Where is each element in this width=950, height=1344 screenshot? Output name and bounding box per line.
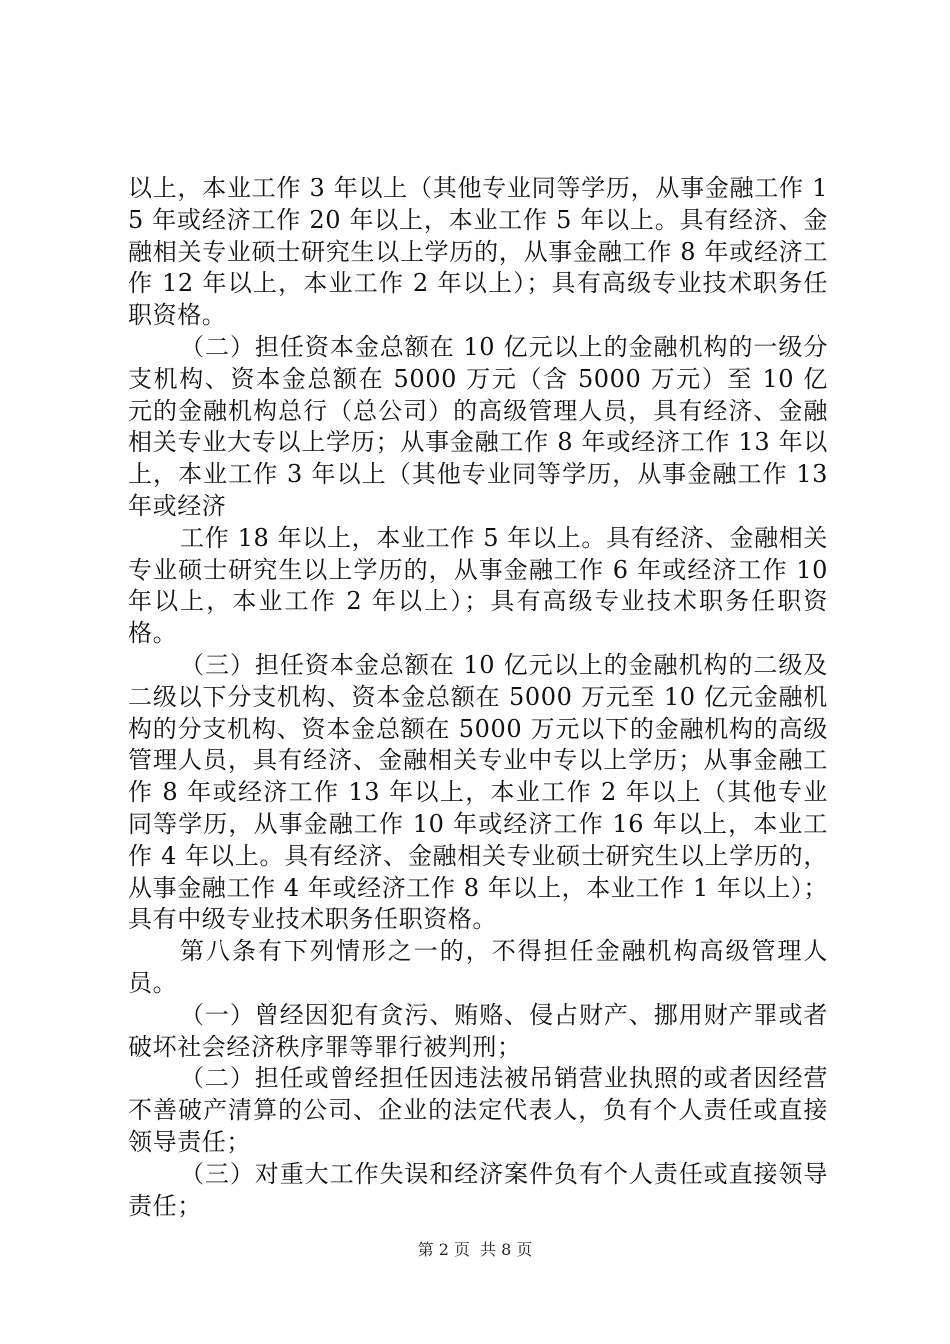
paragraph-article-8-item-3: （三）对重大工作失误和经济案件负有个人责任或直接领导责任； [128, 1159, 828, 1220]
paragraph-continuation: 以上，本业工作 3 年以上（其他专业同等学历，从事金融工作 15 年或经济工作 20 年以上，本业工作 5 年以上。具有经济、金融相关专业硕士研究生以上学历的，从事金融工作 8 年或经济工作 12 年以上，本业工作 2 年以上）；具有高级专业技术职务任职资格。 [128, 174, 828, 330]
page-footer [0, 1240, 950, 1260]
paragraph-article-8-item-1: （一）曾经因犯有贪污、贿赂、侵占财产、挪用财产罪或者破坏社会经济秩序罪等罪行被判刑； [128, 1000, 828, 1061]
page-total: 共 8 页 [480, 1240, 533, 1259]
paragraph-article-8-item-2: （二）担任或曾经担任因违法被吊销营业执照的或者因经营不善破产清算的公司、企业的法定代表人，负有个人责任或直接领导责任； [128, 1064, 828, 1156]
paragraph-item-2-continued: 工作 18 年以上，本业工作 5 年以上。具有经济、金融相关专业硕士研究生以上学历的，从事金融工作 6 年或经济工作 10 年以上，本业工作 2 年以上）；具有高级专业技术职务任职资格。 [128, 523, 828, 648]
paragraph-article-8: 第八条有下列情形之一的，不得担任金融机构高级管理人员。 [128, 937, 828, 997]
paragraph-item-2: （二）担任资本金总额在 10 亿元以上的金融机构的一级分支机构、资本金总额在 5000 万元（含 5000 万元）至 10 亿元的金融机构总行（总公司）的高级管理人员，具有经济、金融相关专业大专以上学历；从事金融工作 8 年或经济工作 13 年以上，本业工作 3 年以上（其他专业同等学历，从事金融工作 13 年或经济 [128, 332, 828, 520]
document-body [128, 173, 828, 1222]
page-number: 第 2 页 [417, 1240, 470, 1259]
paragraph-item-3: （三）担任资本金总额在 10 亿元以上的金融机构的二级及二级以下分支机构、资本金总额在 5000 万元至 10 亿元金融机构的分支机构、资本金总额在 5000 万元以下的金融机构的高级管理人员，具有经济、金融相关专业中专以上学历；从事金融工作 8 年或经济工作 13 年以上，本业工作 2 年以上（其他专业同等学历，从事金融工作 10 年或经济工作 16 年以上，本业工作 4 年以上。具有经济、金融相关专业硕士研究生以上学历的，从事金融工作 4 年或经济工作 8 年以上，本业工作 1 年以上）；具有中级专业技术职务任职资格。 [128, 650, 828, 934]
